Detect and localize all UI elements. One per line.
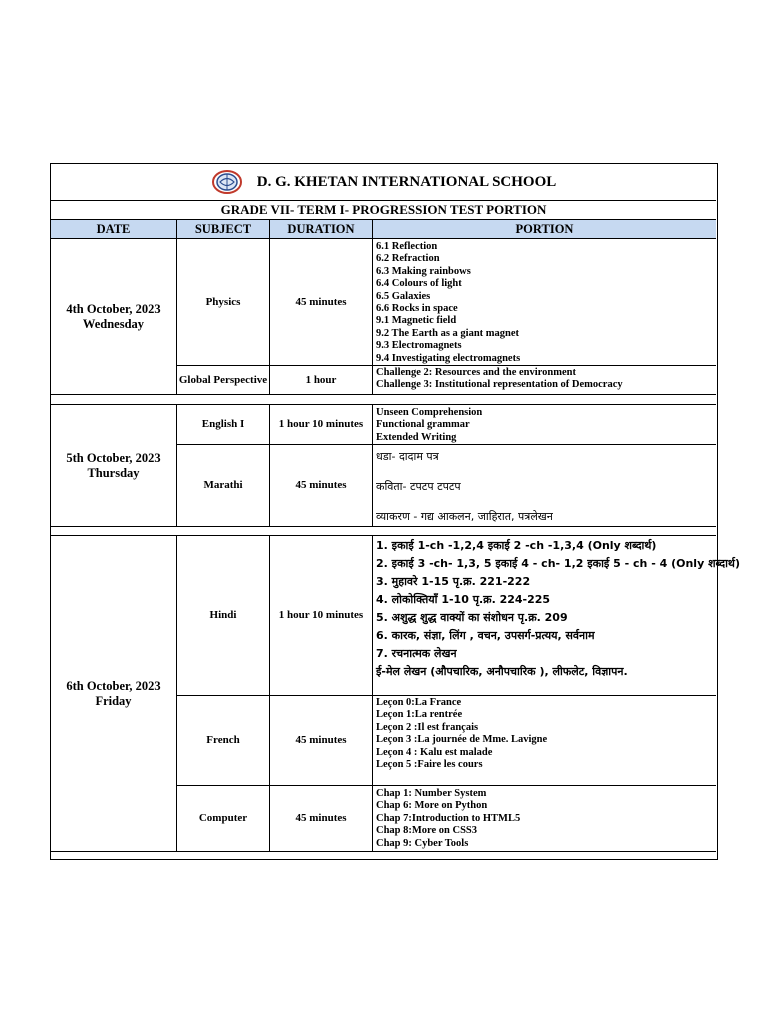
list-item: Extended Writing	[376, 431, 457, 443]
list-item: 1. इकाई 1-ch -1,2,4 इकाई 2 -ch -1,3,4 (Only शब्दार्थ)	[376, 539, 657, 552]
list-item: 9.4 Investigating electromagnets	[376, 352, 521, 364]
day-2-weekday: Thursday	[87, 465, 140, 480]
french-portion	[373, 697, 716, 771]
day-2-date: 5th October, 2023	[66, 450, 161, 465]
list-item: Challenge 2: Resources and the environment	[376, 367, 576, 378]
header-portion: PORTION	[515, 221, 574, 236]
list-item: व्याकरण - गद्य आकलन, जाहिरात, पत्रलेखन	[376, 510, 553, 523]
marathi-subject: Marathi	[203, 479, 243, 491]
list-item: 6.5 Galaxies	[376, 290, 431, 302]
school-name: D. G. KHETAN INTERNATIONAL SCHOOL	[256, 173, 557, 190]
list-item: 4. लोकोक्तियाँ 1-10 पृ.क्र. 224-225	[376, 593, 551, 606]
list-item: Chap 1: Number System	[376, 788, 487, 799]
day-3-weekday: Friday	[95, 693, 132, 708]
physics-subject: Physics	[205, 295, 241, 308]
list-item: 2. इकाई 3 -ch- 1,3, 5 इकाई 4 - ch- 1,2 इकाई 5 - ch - 4 (Only शब्दार्थ)	[376, 557, 740, 570]
list-item: 9.2 The Earth as a giant magnet	[376, 327, 520, 339]
list-item: 7. रचनात्मक लेखन	[376, 647, 457, 660]
hindi-subject: Hindi	[209, 609, 237, 621]
list-item: Leçon 3 :La journée de Mme. Lavigne	[376, 734, 548, 746]
list-item: 5. अशुद्ध शुद्ध वाक्यों का संशोधन पृ.क्र. 209	[376, 611, 568, 624]
list-item: Chap 8:More on CSS3	[376, 825, 478, 837]
list-item: कविता- टपटप टपटप	[376, 480, 461, 493]
day-1-date-cell	[51, 239, 176, 394]
french-subject: French	[206, 734, 240, 746]
global-perspective-duration: 1 hour	[305, 373, 337, 386]
marathi-duration: 45 minutes	[295, 479, 347, 491]
list-item: Leçon 5 :Faire les cours	[376, 759, 483, 771]
english-subject: English I	[201, 418, 245, 430]
list-item: Functional grammar	[376, 419, 470, 431]
list-item: Chap 6: More on Python	[376, 800, 488, 812]
french-duration: 45 minutes	[295, 734, 347, 746]
day-2-date-cell	[51, 405, 176, 526]
global-perspective-subject: Global Perspective	[178, 373, 268, 386]
computer-portion	[373, 788, 716, 850]
list-item: Challenge 3: Institutional representation of Democracy	[376, 379, 623, 391]
global-perspective-portion	[373, 367, 716, 392]
list-item: 6. कारक, संज्ञा, लिंग , वचन, उपसर्ग-प्रत्यय, सर्वनाम	[376, 629, 595, 642]
physics-duration: 45 minutes	[295, 295, 347, 308]
list-item: 6.3 Making rainbows	[376, 265, 471, 277]
day-3-date-cell	[51, 536, 176, 851]
header-duration: DURATION	[287, 221, 355, 236]
list-item: 6.6 Rocks in space	[376, 303, 458, 315]
day-1-weekday: Wednesday	[82, 316, 145, 331]
english-duration: 1 hour 10 minutes	[278, 418, 364, 430]
school-crest-logo	[211, 169, 243, 195]
physics-portion	[373, 241, 716, 365]
portion-table	[50, 163, 740, 860]
list-item: Chap 7:Introduction to HTML5	[376, 812, 521, 824]
list-item: Leçon 2 :Il est français	[376, 721, 479, 733]
day-3-date: 6th October, 2023	[66, 678, 161, 693]
list-item: 9.3 Electromagnets	[376, 340, 462, 352]
list-item: 9.1 Magnetic field	[376, 315, 457, 327]
title-row	[51, 164, 716, 200]
hindi-portion	[373, 537, 740, 681]
list-item: धडा- दादाम पत्र	[376, 450, 439, 463]
list-item: Leçon 0:La France	[376, 697, 462, 708]
computer-subject: Computer	[198, 812, 248, 824]
list-item: 3. मुहावरे 1-15 पृ.क्र. 221-222	[376, 575, 531, 588]
header-subject: SUBJECT	[194, 221, 252, 236]
list-item: 6.2 Refraction	[376, 253, 440, 265]
list-item: Chap 9: Cyber Tools	[376, 837, 469, 849]
page-subtitle: GRADE VII- TERM I- PROGRESSION TEST PORTION	[220, 202, 547, 217]
computer-duration: 45 minutes	[295, 812, 347, 824]
list-item: ई-मेल लेखन (औपचारिक, अनौपचारिक ), लीफलेट, विज्ञापन.	[376, 665, 628, 678]
header-date: DATE	[96, 221, 131, 236]
english-portion	[373, 407, 716, 444]
list-item: Leçon 1:La rentrée	[376, 709, 463, 721]
list-item: 6.1 Reflection	[376, 241, 438, 252]
list-item: 6.4 Colours of light	[376, 278, 462, 290]
list-item: Leçon 4 : Kalu est malade	[376, 746, 493, 758]
day-1-date: 4th October, 2023	[66, 301, 161, 316]
hindi-duration: 1 hour 10 minutes	[278, 609, 364, 621]
list-item: Unseen Comprehension	[376, 407, 483, 418]
